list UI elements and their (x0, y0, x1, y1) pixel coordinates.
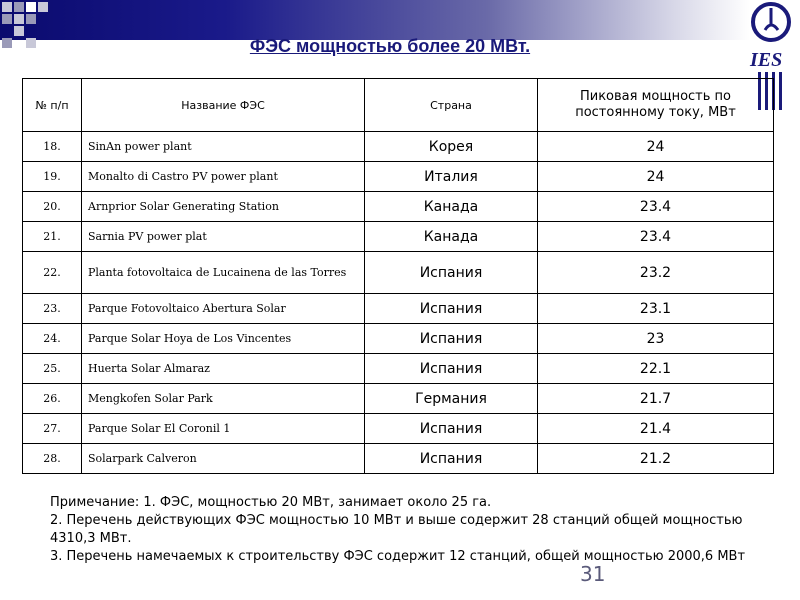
header-name: Название ФЭС (82, 79, 365, 132)
row-num: 23. (23, 294, 82, 324)
row-country: Испания (365, 354, 538, 384)
table-row (23, 414, 774, 444)
table-row (23, 354, 774, 384)
row-num: 22. (23, 252, 82, 294)
slide-title: ФЭС мощностью более 20 МВт. (249, 36, 531, 56)
note-3: 3. Перечень намечаемых к строительству ФЭС содержит 12 станций, общей мощностью 2000,6 МВт (50, 549, 746, 564)
row-country: Испания (365, 444, 538, 474)
row-power: 21.4 (538, 414, 774, 444)
row-country: Испания (365, 414, 538, 444)
row-num: 25. (23, 354, 82, 384)
row-country: Испания (365, 324, 538, 354)
row-num: 20. (23, 192, 82, 222)
table-row (23, 192, 774, 222)
row-name: Parque Solar Hoya de Los Vincentes (82, 324, 365, 354)
row-num: 24. (23, 324, 82, 354)
row-power: 23.4 (538, 192, 774, 222)
row-power: 23.4 (538, 222, 774, 252)
row-name: Monalto di Castro PV power plant (82, 162, 365, 192)
row-name: Mengkofen Solar Park (82, 384, 365, 414)
table-row (23, 324, 774, 354)
row-country: Испания (365, 294, 538, 324)
table-row (23, 252, 774, 294)
row-country: Германия (365, 384, 538, 414)
row-name: Planta fotovoltaica de Lucainena de las Torres (82, 252, 365, 294)
row-num: 27. (23, 414, 82, 444)
row-power: 22.1 (538, 354, 774, 384)
table-row (23, 162, 774, 192)
row-country: Италия (365, 162, 538, 192)
row-country: Канада (365, 192, 538, 222)
notes-block (50, 494, 750, 566)
row-num: 28. (23, 444, 82, 474)
row-num: 26. (23, 384, 82, 414)
header-country: Страна (365, 79, 538, 132)
row-name: Arnprior Solar Generating Station (82, 192, 365, 222)
note-1: Примечание: 1. ФЭС, мощностью 20 МВт, занимает около 25 га. (50, 495, 492, 510)
table-row (23, 294, 774, 324)
row-power: 21.7 (538, 384, 774, 414)
table-header-row (23, 79, 774, 132)
row-country: Канада (365, 222, 538, 252)
row-name: Sarnia PV power plat (82, 222, 365, 252)
header-num: № п/п (23, 79, 82, 132)
row-power: 23.2 (538, 252, 774, 294)
page-number: 31 (580, 562, 606, 586)
row-name: Solarpark Calveron (82, 444, 365, 474)
row-power: 21.2 (538, 444, 774, 474)
row-power: 24 (538, 132, 774, 162)
decorative-squares (0, 0, 60, 56)
solar-plants-table (22, 78, 774, 474)
row-country: Испания (365, 252, 538, 294)
table-row (23, 384, 774, 414)
row-power: 23.1 (538, 294, 774, 324)
table-row (23, 222, 774, 252)
row-name: Huerta Solar Almaraz (82, 354, 365, 384)
row-country: Корея (365, 132, 538, 162)
note-2: 2. Перечень действующих ФЭС мощностью 10 МВт и выше содержит 28 станций общей мощностью 4310,3 МВт. (50, 513, 743, 546)
header-power: Пиковая мощность по постоянному току, МВт (538, 79, 774, 132)
header-band (0, 0, 750, 40)
row-num: 19. (23, 162, 82, 192)
logo-text: IES (750, 49, 783, 71)
row-power: 23 (538, 324, 774, 354)
row-name: Parque Solar El Coronil 1 (82, 414, 365, 444)
row-power: 24 (538, 162, 774, 192)
table-row (23, 132, 774, 162)
row-num: 21. (23, 222, 82, 252)
row-num: 18. (23, 132, 82, 162)
row-name: SinAn power plant (82, 132, 365, 162)
table-row (23, 444, 774, 474)
row-name: Parque Fotovoltaico Abertura Solar (82, 294, 365, 324)
